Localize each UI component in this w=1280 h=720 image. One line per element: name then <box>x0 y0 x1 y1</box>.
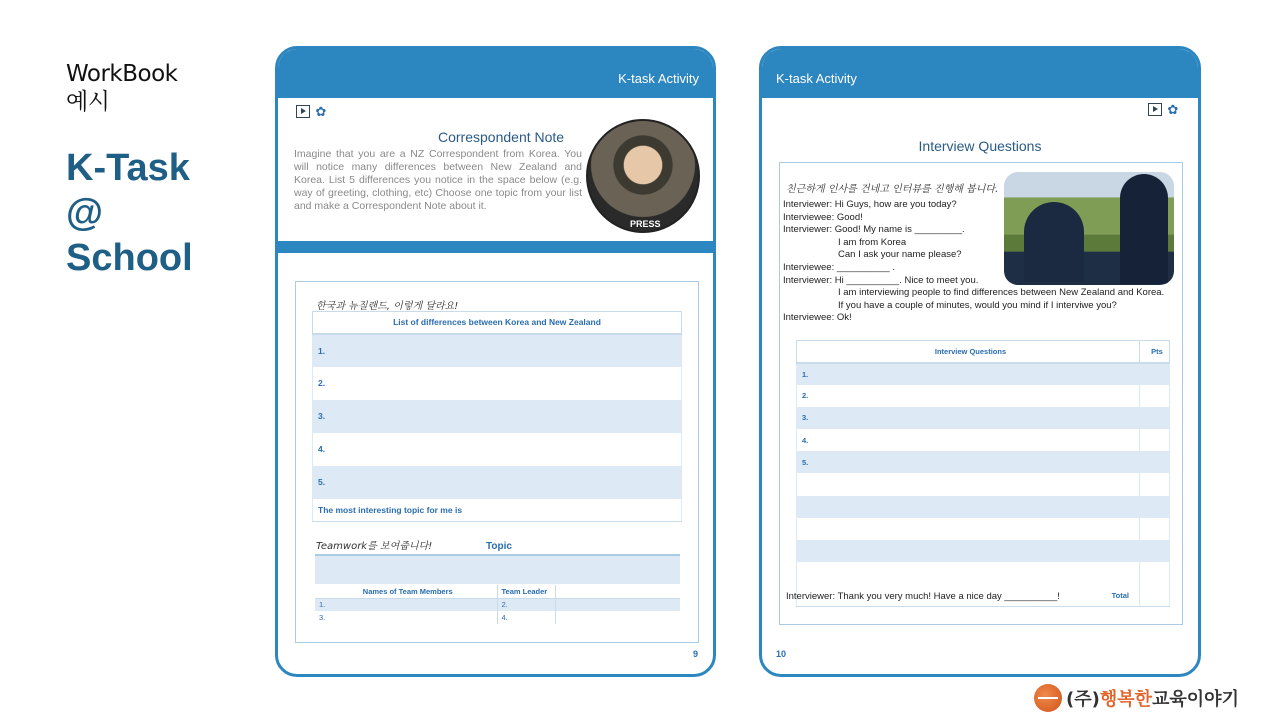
divider-band <box>278 241 713 253</box>
brand-prefix: (주) <box>1066 689 1100 710</box>
team-member-cell[interactable]: 1. <box>315 598 497 611</box>
handwritten-note: 친근하게 인사를 건네고 인터뷰를 진행해 봅니다. <box>786 184 999 195</box>
brand-highlight: 행복한 <box>1099 689 1153 710</box>
team-extra-header <box>555 585 680 598</box>
table-row[interactable]: 3. <box>313 400 682 433</box>
note-title: Correspondent Note <box>438 129 565 145</box>
differences-table <box>312 311 682 522</box>
photo-caption: PRESS <box>630 219 661 229</box>
question-cell[interactable]: 5. <box>797 451 1140 473</box>
question-cell[interactable]: 3. <box>797 407 1140 429</box>
table-row[interactable]: 5. <box>313 466 682 499</box>
question-cell[interactable] <box>797 562 1140 584</box>
brand-name <box>1066 685 1239 711</box>
topic-input[interactable] <box>315 554 680 584</box>
team-member-cell[interactable] <box>555 611 680 624</box>
media-icons <box>296 105 328 119</box>
workbook-label-line2: 예시 <box>66 89 110 115</box>
pts-cell[interactable] <box>1140 518 1170 540</box>
pts-cell[interactable] <box>1140 451 1170 473</box>
slide-title-line2: @ <box>66 192 104 234</box>
page-header: K-task Activity <box>278 49 713 98</box>
workbook-label <box>66 60 177 116</box>
question-cell[interactable] <box>797 518 1140 540</box>
interview-title: Interview Questions <box>918 138 1042 154</box>
pts-header: Pts <box>1140 341 1170 363</box>
team-leader-header: Team Leader <box>497 585 555 598</box>
note-instructions: Imagine that you are a NZ Correspondent from Korea. You will notice many differences between New Zealand and Korea. List 5 differences you notice in the space below (e.g. way of greeting, clothing, etc) Choose one topic from your list and make a Correspondent Note about it. <box>294 148 582 212</box>
page-number: 10 <box>776 649 787 659</box>
team-member-cell[interactable]: 2. <box>497 598 555 611</box>
question-cell[interactable]: 2. <box>797 385 1140 407</box>
flower-icon: ✿ <box>315 104 327 119</box>
table-row[interactable]: 2. <box>313 367 682 400</box>
slide-title-line1: K-Task <box>66 147 190 189</box>
dialog-line: Interviewee: __________ . <box>783 261 895 273</box>
closing-line: Interviewer: Thank you very much! Have a nice day __________! <box>786 591 1060 602</box>
dialog-line: Interviewer: Hi __________. Nice to meet you. <box>783 274 979 286</box>
pts-cell[interactable] <box>1140 540 1170 562</box>
workbook-label-line1: WorkBook <box>66 61 178 87</box>
team-member-cell[interactable] <box>555 598 680 611</box>
interesting-topic-row[interactable]: The most interesting topic for me is <box>313 499 682 522</box>
interview-questions-table <box>796 340 1170 607</box>
workbook-page-10 <box>759 46 1201 677</box>
question-cell[interactable] <box>797 496 1140 518</box>
dialog-line: I am from Korea <box>838 236 907 248</box>
pts-cell[interactable] <box>1140 562 1170 584</box>
team-member-cell[interactable]: 4. <box>497 611 555 624</box>
dialog-line: Interviewer: Hi Guys, how are you today? <box>783 199 957 210</box>
brand-suffix: 교육이야기 <box>1152 689 1239 710</box>
dialog-line: Interviewee: Ok! <box>783 312 852 324</box>
dialog-line: Can I ask your name please? <box>838 249 962 261</box>
pts-cell[interactable] <box>1140 473 1170 495</box>
page-header: K-task Activity <box>762 49 1198 98</box>
flower-icon: ✿ <box>1167 102 1179 117</box>
correspondent-photo <box>586 119 700 233</box>
pts-cell[interactable] <box>1140 363 1170 385</box>
handwritten-note-1: 한국과 뉴질랜드, 이렇게 달라요! <box>316 301 459 312</box>
total-pts-cell[interactable] <box>1140 584 1170 606</box>
interview-dialog <box>783 199 1164 325</box>
iq-table-header: Interview Questions <box>797 341 1140 363</box>
table-row[interactable]: 1. <box>313 334 682 367</box>
dialog-line: If you have a couple of minutes, would you mind if I interviwe you? <box>838 299 1117 311</box>
page-number: 9 <box>693 649 699 659</box>
dialog-line: I am interviewing people to find differences between New Zealand and Korea. <box>838 287 1165 299</box>
media-icons <box>1148 103 1180 117</box>
slide-title <box>66 146 193 281</box>
pts-cell[interactable] <box>1140 429 1170 451</box>
question-cell[interactable]: 1. <box>797 363 1140 385</box>
play-icon[interactable] <box>296 105 310 118</box>
play-icon[interactable] <box>1148 103 1162 116</box>
slide-title-line3: School <box>66 237 193 279</box>
question-cell[interactable] <box>797 540 1140 562</box>
globe-icon <box>1034 684 1062 712</box>
table-row[interactable]: 4. <box>313 433 682 466</box>
question-cell[interactable]: 4. <box>797 429 1140 451</box>
question-cell[interactable] <box>797 473 1140 495</box>
brand-logo <box>1034 684 1239 712</box>
pts-cell[interactable] <box>1140 385 1170 407</box>
dialog-line: Interviewee: Good! <box>783 211 863 223</box>
pts-cell[interactable] <box>1140 496 1170 518</box>
team-members-header: Names of Team Members <box>315 585 497 598</box>
handwritten-note-2: Teamwork를 보여줍니다! <box>316 541 433 552</box>
total-label: Total <box>797 584 1140 606</box>
pts-cell[interactable] <box>1140 407 1170 429</box>
topic-label: Topic <box>486 541 512 552</box>
team-table <box>315 585 680 624</box>
differences-table-header: List of differences between Korea and New Zealand <box>313 312 682 334</box>
workbook-page-9 <box>275 46 716 677</box>
team-member-cell[interactable]: 3. <box>315 611 497 624</box>
dialog-line: Interviewer: Good! My name is _________. <box>783 224 965 236</box>
